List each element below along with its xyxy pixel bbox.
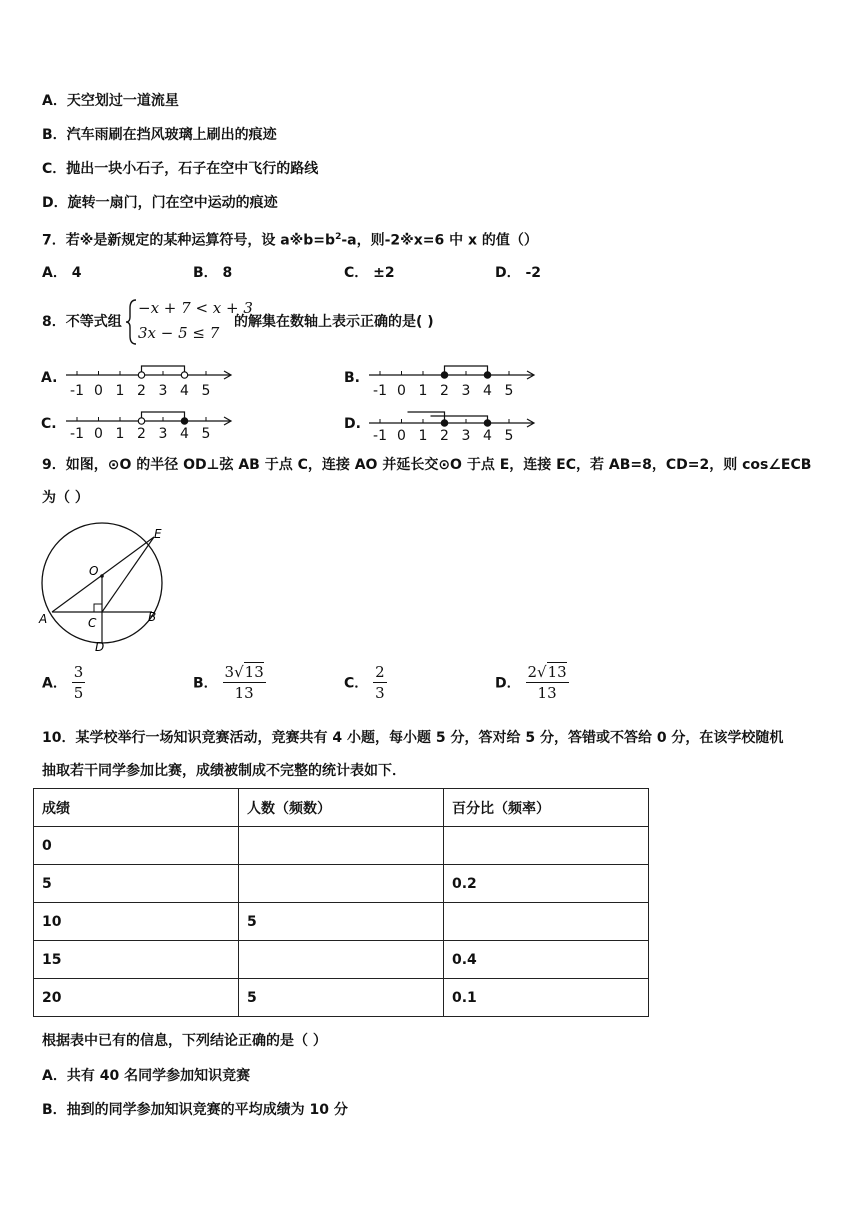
tick-label: -1 (70, 383, 84, 399)
table-cell: 0.2 (444, 865, 649, 903)
q8-prefix: 8．不等式组 (42, 314, 122, 330)
closed-endpoint (441, 420, 447, 426)
table-header: 人数（频数） (239, 789, 444, 827)
q9-option-c (344, 663, 387, 702)
closed-endpoint (181, 418, 187, 424)
table-row (34, 827, 649, 865)
q10-stem-line-2: 抽取若干同学参加比赛，成绩被制成不完整的统计表如下． (42, 763, 406, 779)
tick-label: 0 (94, 426, 103, 442)
tick-label: 4 (483, 428, 492, 444)
q9-stem-line-1: 9．如图，⊙O 的半径 OD⊥弦 AB 于点 C，连接 AO 并延长交⊙O 于点 E，连接 EC，若 AB=8，CD=2，则 cos∠ECB (42, 457, 812, 473)
open-endpoint (138, 418, 144, 424)
tick-label: 5 (201, 426, 211, 442)
tick-label: 2 (440, 428, 449, 444)
tick-label: -1 (373, 383, 387, 399)
coefficient: 2 (527, 663, 538, 681)
table-cell: 0.1 (444, 979, 649, 1017)
option-label: C． (344, 265, 369, 281)
table-cell: 10 (34, 903, 239, 941)
tick-label: 1 (418, 428, 428, 444)
q7-option-c (344, 262, 395, 282)
q7-stem-part: 7．若※是新规定的某种运算符号，设 a※b=b (42, 232, 336, 249)
q8-number-line-a (64, 358, 239, 404)
label-a: A (39, 612, 48, 626)
q10-option-b (42, 1101, 348, 1119)
q8-number-line-d (367, 404, 542, 446)
tick-label: 3 (461, 383, 471, 399)
label-c: C (88, 616, 97, 630)
table-row (34, 979, 649, 1017)
option-text: 4 (71, 265, 82, 281)
tick-label: 5 (504, 428, 514, 444)
line-ce (102, 537, 154, 612)
denominator: 3 (375, 684, 385, 702)
closed-endpoint (484, 420, 490, 426)
tick-label: -1 (373, 428, 387, 444)
numerator: 2√13 (527, 663, 567, 681)
option-label: B． (193, 675, 218, 692)
label-e: E (154, 527, 162, 541)
solution-ray-right (431, 416, 488, 423)
q7-option-d (495, 262, 541, 282)
table-cell: 15 (34, 941, 239, 979)
tick-label: 1 (418, 383, 428, 399)
tick-label: -1 (70, 426, 84, 442)
q10-question: 根据表中已有的信息，下列结论正确的是（ ） (42, 1033, 327, 1049)
q6-option-a (42, 92, 179, 110)
denominator: 13 (537, 684, 557, 702)
tick-label: 5 (201, 383, 211, 399)
q8-option-d-label: D. (344, 416, 361, 432)
tick-label: 5 (504, 383, 514, 399)
q6-option-c (42, 160, 318, 178)
table-cell (239, 941, 444, 979)
open-endpoint (181, 372, 187, 378)
option-text: 共有 40 名同学参加知识竞赛 (66, 1068, 251, 1084)
q9-options (42, 663, 842, 709)
q9-circle-figure (36, 520, 166, 655)
option-label: B． (42, 127, 67, 143)
q9-option-d (495, 663, 569, 702)
coefficient: 3 (224, 663, 235, 681)
q8-suffix: 的解集在数轴上表示正确的是( ) (234, 314, 434, 330)
q8-number-line-b (367, 358, 542, 404)
q8-option-b-label: B. (344, 370, 360, 386)
numerator: 3 (73, 663, 84, 681)
q8-option-c-label: C. (41, 416, 57, 432)
q7-superscript: 2 (335, 232, 342, 242)
q10-option-a (42, 1067, 250, 1085)
q9-option-b (193, 663, 266, 702)
closed-endpoint (441, 372, 447, 378)
option-label: B． (193, 265, 218, 281)
q9-option-a (42, 663, 85, 702)
line-ae (52, 537, 154, 612)
table-header-row (34, 789, 649, 827)
label-d: D (95, 640, 105, 654)
option-label: A． (42, 675, 67, 692)
option-text: -2 (525, 265, 542, 281)
statistics-table (33, 788, 649, 1017)
tick-label: 2 (137, 383, 146, 399)
center-point (100, 574, 104, 578)
option-label: D． (42, 195, 68, 211)
q10-stem-line-1: 10．某学校举行一场知识竞赛活动，竞赛共有 4 小题，每小题 5 分，答对给 5 分，答错或不答给 0 分，在该学校随机 (42, 730, 784, 746)
option-text: 旋转一扇门，门在空中运动的痕迹 (67, 195, 278, 211)
tick-label: 4 (180, 426, 189, 442)
tick-label: 3 (461, 428, 471, 444)
fraction (72, 663, 86, 702)
tick-label: 1 (115, 383, 125, 399)
tick-label: 3 (158, 383, 168, 399)
q7-stem (42, 228, 538, 250)
fraction (223, 663, 266, 702)
table-header: 百分比（频率） (444, 789, 649, 827)
tick-label: 0 (397, 428, 406, 444)
table-cell: 0.4 (444, 941, 649, 979)
table-row (34, 941, 649, 979)
right-angle-mark (94, 604, 102, 612)
q8-inequality-1: −x + 7 < x + 3 (138, 299, 253, 317)
tick-label: 0 (94, 383, 103, 399)
option-text: 8 (222, 265, 233, 281)
tick-label: 4 (180, 383, 189, 399)
table-cell (239, 827, 444, 865)
tick-label: 4 (483, 383, 492, 399)
option-label: C． (42, 161, 67, 177)
label-b: B (148, 610, 157, 624)
q8-brace (124, 298, 138, 346)
q7-stem-part: -a，则-2※x=6 中 x 的值（） (341, 232, 538, 249)
q8-option-a-label: A. (41, 370, 58, 386)
q9-stem-line-2: 为（ ） (42, 490, 89, 506)
table-header: 成绩 (34, 789, 239, 827)
fraction (373, 663, 387, 702)
q7-options (42, 262, 842, 282)
tick-label: 2 (137, 426, 146, 442)
option-label: A． (42, 265, 67, 281)
q8-number-line-c (64, 404, 239, 446)
option-text: 抛出一块小石子，石子在空中飞行的路线 (66, 161, 319, 177)
option-label: B． (42, 1102, 67, 1118)
table-cell: 20 (34, 979, 239, 1017)
option-text: 抽到的同学参加知识竞赛的平均成绩为 10 分 (66, 1102, 348, 1118)
table-cell: 5 (34, 865, 239, 903)
numerator: 3√13 (224, 663, 264, 681)
denominator: 13 (234, 684, 254, 702)
table-cell (444, 903, 649, 941)
solution-ray-left (408, 412, 445, 423)
denominator: 5 (73, 684, 84, 702)
option-label: D． (495, 675, 521, 692)
q7-option-b (193, 262, 232, 282)
table-row (34, 903, 649, 941)
tick-label: 2 (440, 383, 449, 399)
open-endpoint (138, 372, 144, 378)
table-cell (444, 827, 649, 865)
tick-label: 1 (115, 426, 125, 442)
option-label: A． (42, 93, 67, 109)
table-cell: 0 (34, 827, 239, 865)
q8-inequality-2: 3x − 5 ≤ 7 (138, 324, 220, 342)
radicand: 13 (244, 663, 264, 681)
option-text: ±2 (373, 265, 395, 281)
closed-endpoint (484, 372, 490, 378)
table-cell (239, 865, 444, 903)
option-label: C． (344, 675, 369, 692)
tick-label: 0 (397, 383, 406, 399)
q6-option-d (42, 194, 278, 212)
tick-label: 3 (158, 426, 168, 442)
numerator: 2 (375, 663, 385, 681)
table-cell: 5 (239, 903, 444, 941)
table-cell: 5 (239, 979, 444, 1017)
q7-option-a (42, 262, 81, 282)
radicand: 13 (547, 663, 567, 681)
option-text: 天空划过一道流星 (66, 93, 179, 109)
q6-option-b (42, 126, 277, 144)
table-row (34, 865, 649, 903)
option-label: A． (42, 1068, 67, 1084)
fraction (526, 663, 569, 702)
label-o: O (89, 564, 99, 578)
option-label: D． (495, 265, 521, 281)
option-text: 汽车雨刷在挡风玻璃上刷出的痕迹 (66, 127, 277, 143)
